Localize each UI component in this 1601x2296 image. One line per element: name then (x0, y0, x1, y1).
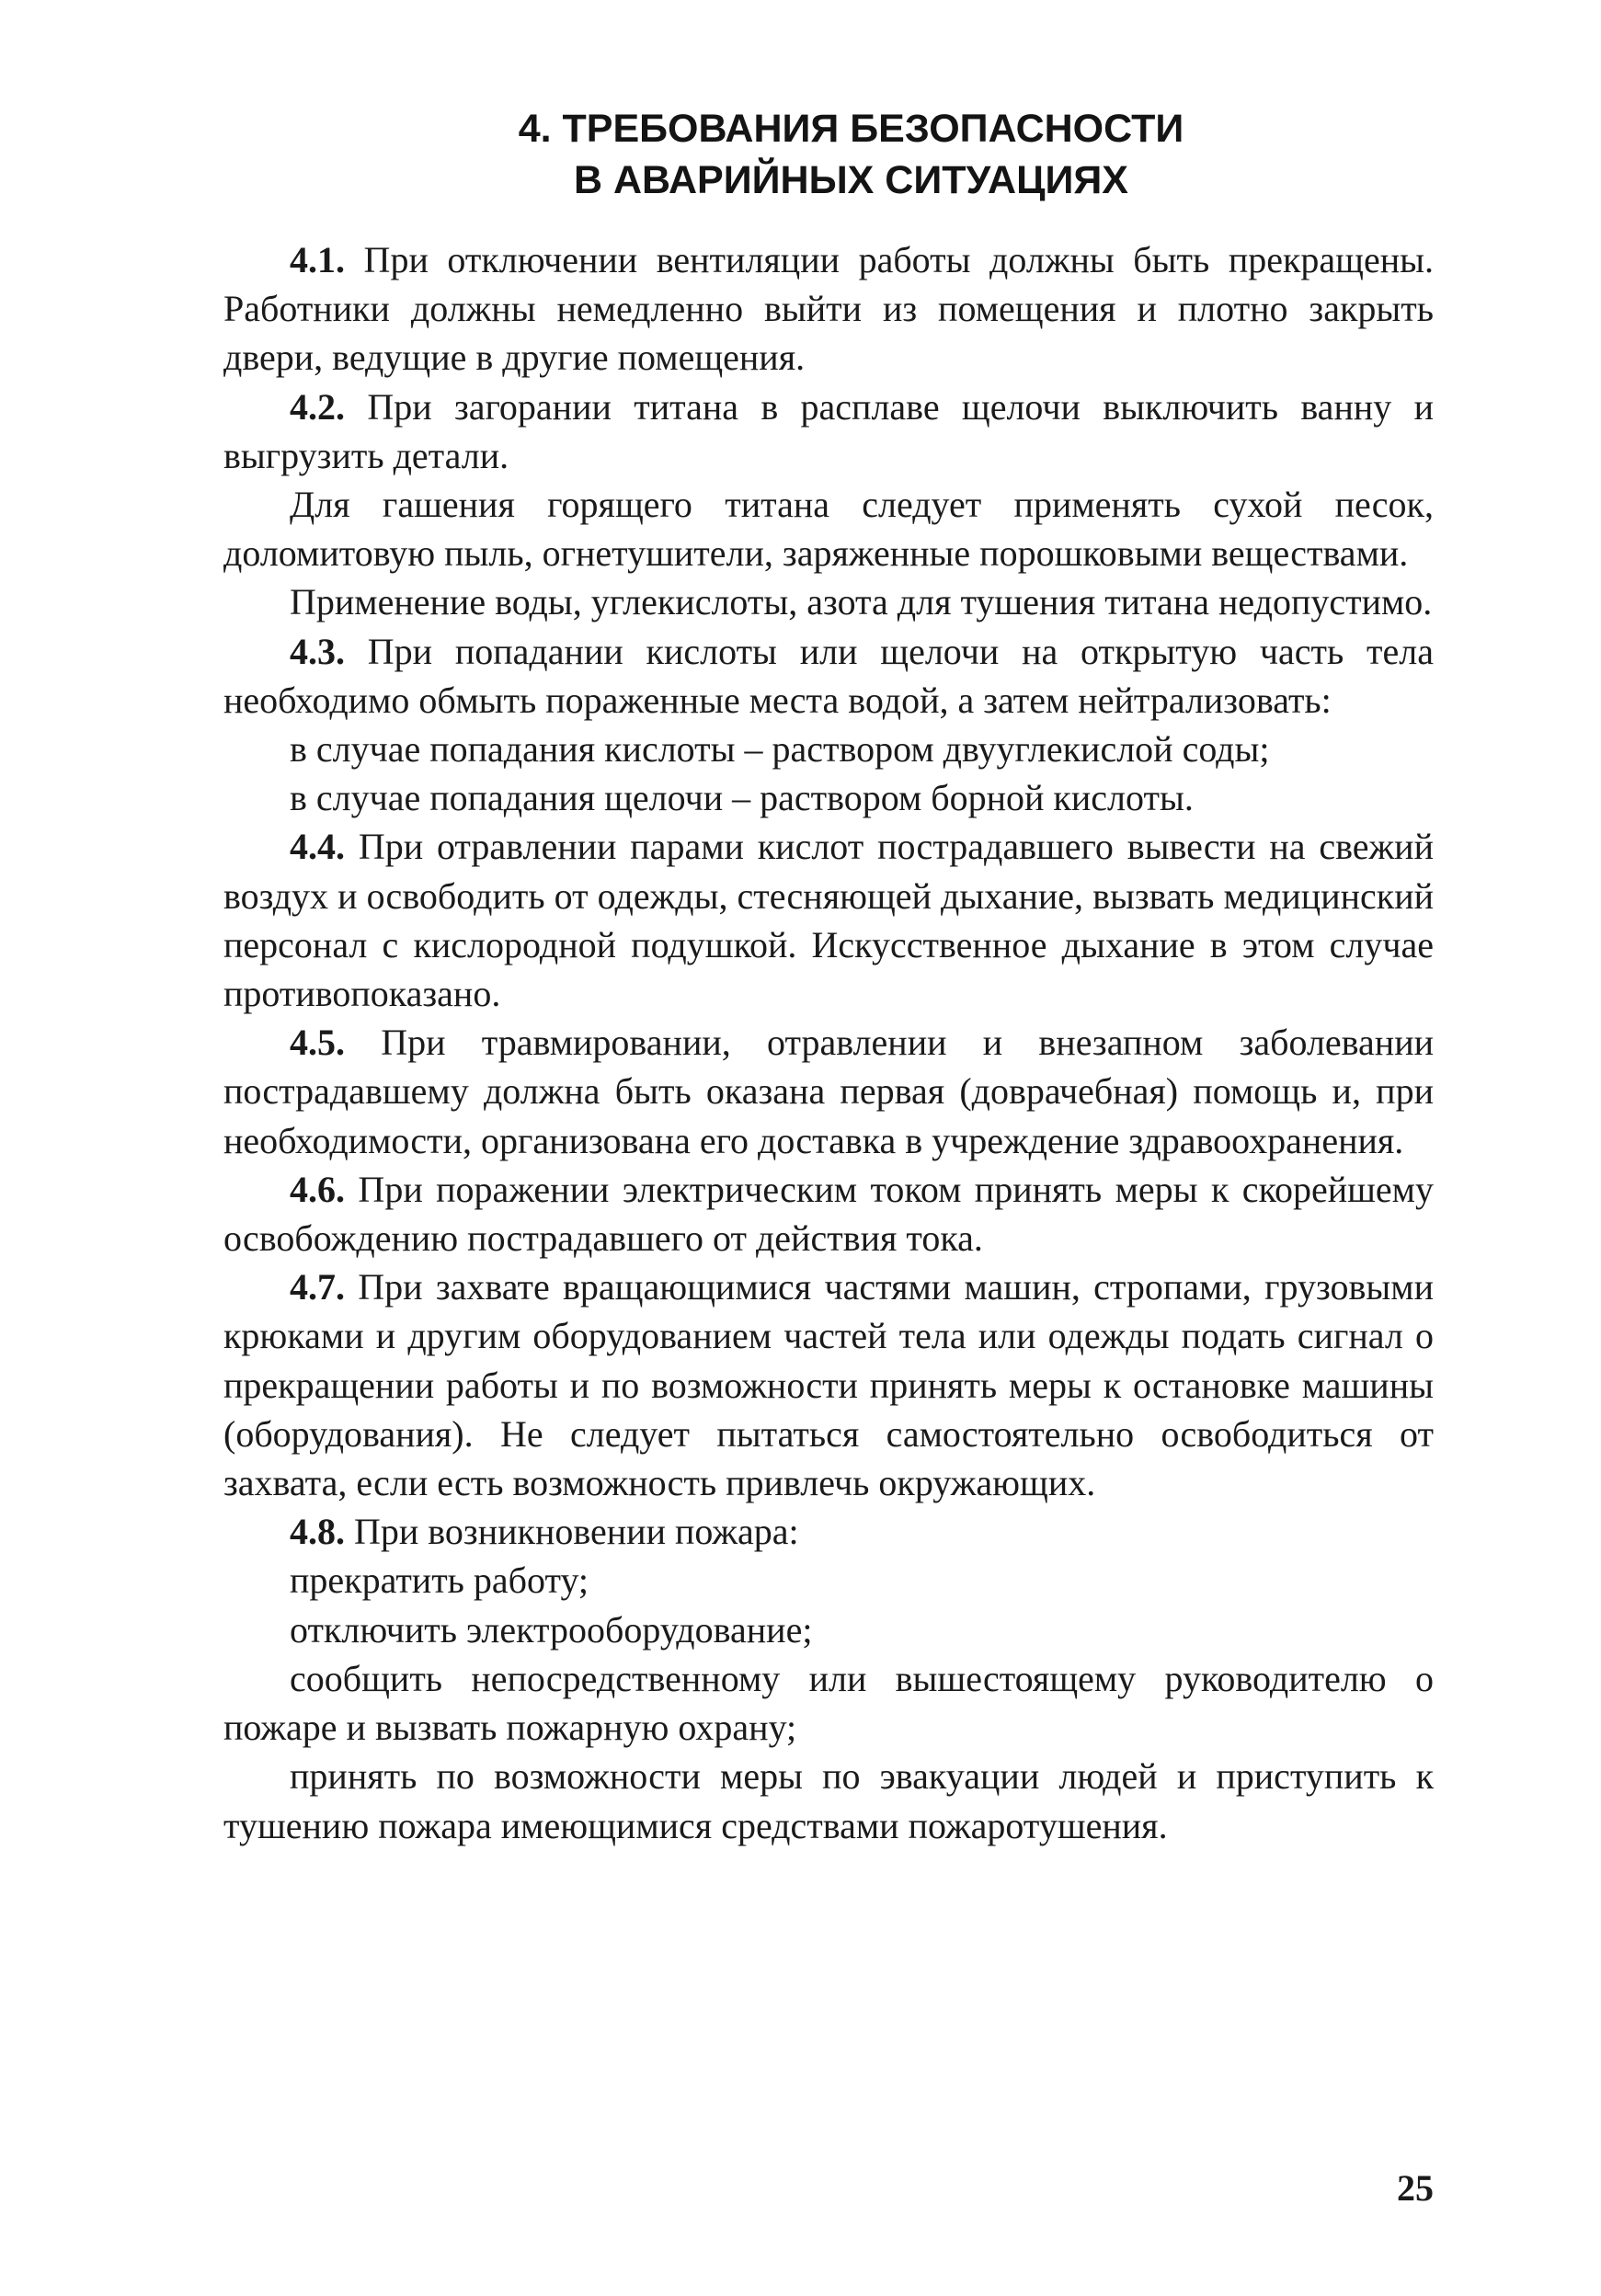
paragraph-water-prohibited (223, 577, 1434, 626)
list-item-power-off (223, 1605, 1434, 1654)
clause-number: 4.6. (290, 1168, 345, 1210)
paragraph-4-6 (223, 1165, 1434, 1262)
paragraph-text: Применение воды, углекислоты, азота для тушения титана недопустимо. (290, 581, 1433, 623)
list-item-alkali (223, 773, 1434, 822)
paragraph-text: При поражении электрическим током принять меры к скорейшему освобождению пострадавшего от действия тока. (223, 1168, 1434, 1260)
clause-number: 4.1. (290, 239, 345, 280)
paragraph-text: принять по возможности меры по эвакуации людей и приступить к тушению пожара имеющимися средствами пожаротушения. (223, 1755, 1434, 1846)
paragraph-text: При отключении вентиляции работы должны быть прекращены. Работники должны немедленно выйти из помещения и плотно закрыть двери, ведущие в другие помещения. (223, 239, 1434, 379)
paragraph-4-4 (223, 822, 1434, 1018)
paragraph-text: Для гашения горящего титана следует применять сухой песок, доломитовую пыль, огнетушители, заряженные порошковыми веществами. (223, 484, 1434, 575)
clause-number: 4.2. (290, 385, 345, 428)
paragraph-text: в случае попадания кислоты – раствором двууглекислой соды; (290, 728, 1270, 771)
paragraph-text: При отравлении парами кислот пострадавшего вывести на свежий воздух и освободить от одежды, стесняющей дыхание, вызвать медицинский персонал с кислородной подушкой. Искусственное дыхание в этом случае противопоказано. (223, 826, 1434, 1015)
clause-number: 4.4. (290, 826, 345, 868)
paragraph-text: При захвате вращающимися частями машин, стропами, грузовыми крюками и другим оборудованием частей тела или одежды подать сигнал о прекращении работы и по возможности принять меры к остановке машины (оборудования). Не следует пытаться самостоятельно освободиться от захвата, если есть возможность привлечь окружающих. (223, 1266, 1434, 1504)
list-item-evacuate (223, 1752, 1434, 1849)
paragraph-4-8 (223, 1507, 1434, 1556)
clause-number: 4.7. (290, 1266, 345, 1308)
list-item-acid (223, 725, 1434, 773)
paragraph-4-2 (223, 383, 1434, 480)
paragraph-4-5 (223, 1018, 1434, 1165)
clause-number: 4.3. (290, 630, 345, 672)
paragraph-text: сообщить непосредственному или вышестоящему руководителю о пожаре и вызвать пожарную охрану; (223, 1657, 1434, 1749)
paragraph-4-7 (223, 1262, 1434, 1507)
section-title (0, 103, 1601, 206)
paragraph-4-1 (223, 235, 1434, 383)
page-number: 25 (1397, 2167, 1434, 2209)
list-item-notify (223, 1654, 1434, 1752)
paragraph-text: При загорании титана в расплаве щелочи выключить ванну и выгрузить детали. (223, 385, 1434, 476)
paragraph-text: прекратить работу; (290, 1559, 589, 1602)
section-body (223, 235, 1434, 1850)
clause-number: 4.5. (290, 1022, 345, 1064)
paragraph-titanium-extinguishing (223, 480, 1434, 577)
list-item-stop-work (223, 1556, 1434, 1605)
paragraph-text: При попадании кислоты или щелочи на открытую часть тела необходимо обмыть пораженные места водой, а затем нейтрализовать: (223, 630, 1434, 721)
paragraph-text: в случае попадания щелочи – раствором борной кислоты. (290, 777, 1194, 819)
clause-number: 4.8. (290, 1511, 345, 1553)
section-title-line-1: 4. ТРЕБОВАНИЯ БЕЗОПАСНОСТИ (518, 107, 1184, 151)
paragraph-4-3 (223, 627, 1434, 725)
paragraph-text: отключить электрооборудование; (290, 1608, 813, 1651)
paragraph-text: При травмировании, отравлении и внезапном заболевании пострадавшему должна быть оказана первая (доврачебная) помощь и, при необходимости, организована его доставка в учреждение здравоохранения. (223, 1022, 1434, 1161)
section-title-line-2: В АВАРИЙНЫХ СИТУАЦИЯХ (574, 158, 1128, 202)
paragraph-text: При возникновении пожара: (345, 1511, 799, 1553)
